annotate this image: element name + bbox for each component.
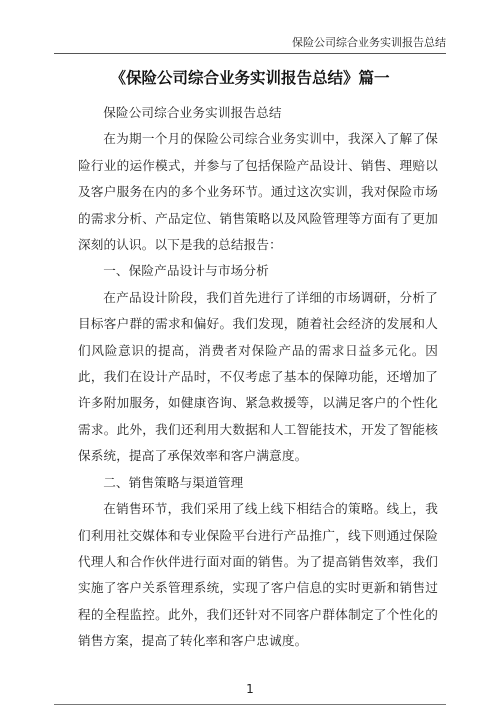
product-design-paragraph: 在产品设计阶段，我们首先进行了详细的市场调研，分析了目标客户群的需求和偏好。我们发现，随着社会经济的发展和人们风险意识的提高，消费者对保险产品的需求日益多元化。因此，我们在设计产品时，不仅考虑了基本的保障功能，还增加了许多附加服务，如健康咨询、紧急救援等，以满足客户的个性化需求。此外，我们还利用大数据和人工智能技术，开发了智能核保系统，提高了承保效率和客户满意度。 xyxy=(78,289,438,464)
subtitle-paragraph: 保险公司综合业务实训报告总结 xyxy=(103,105,282,120)
section-heading-sales-strategy: 二、销售策略与渠道管理 xyxy=(103,474,244,490)
document-title: 《保险公司综合业务实训报告总结》篇一 xyxy=(110,69,390,87)
header-divider xyxy=(54,53,446,54)
footer-divider xyxy=(54,704,446,705)
section-heading-product-design: 一、保险产品设计与市场分析 xyxy=(103,263,269,279)
intro-paragraph: 在为期一个月的保险公司综合业务实训中，我深入了解了保险行业的运作模式，并参与了包括保险产品设计、销售、理赔以及客户服务在内的多个业务环节。通过这次实训，我对保险市场的需求分析、产品定位、销售策略以及风险管理等方面有了更加深刻的认识。以下是我的总结报告： xyxy=(78,131,438,253)
running-header: 保险公司综合业务实训报告总结 xyxy=(292,36,446,49)
page-number: 1 xyxy=(246,682,254,696)
sales-strategy-paragraph: 在销售环节，我们采用了线上线下相结合的策略。线上，我们利用社交媒体和专业保险平台进行产品推广，线下则通过保险代理人和合作伙伴进行面对面的销售。为了提高销售效率，我们实施了客户关系管理系统，实现了客户信息的实时更新和销售过程的全程监控。此外，我们还针对不同客户群体制定了个性化的销售方案，提高了转化率和客户忠诚度。 xyxy=(78,501,438,649)
document-body xyxy=(78,100,438,655)
